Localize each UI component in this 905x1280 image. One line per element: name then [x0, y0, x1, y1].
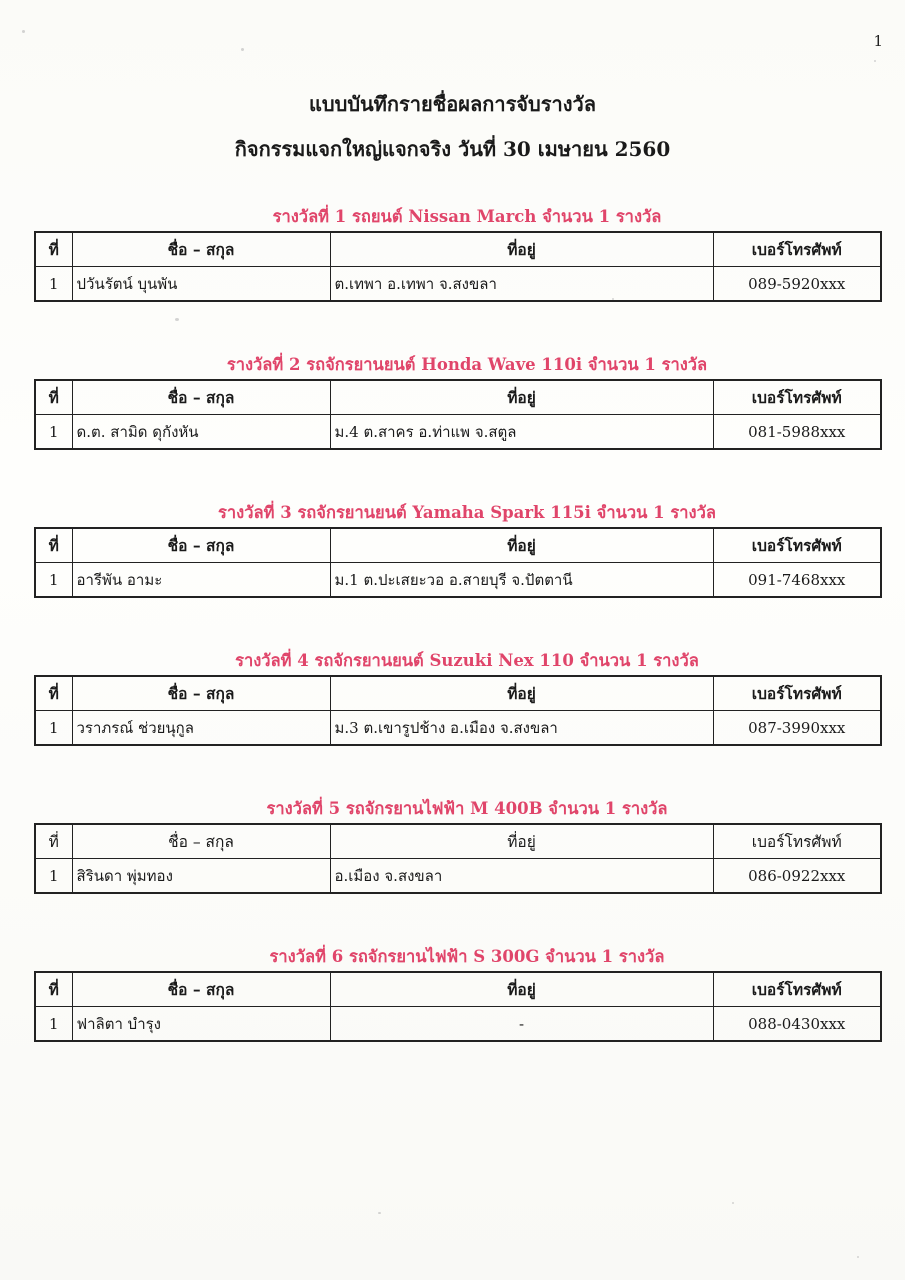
- prize-heading: รางวัลที่ 4 รถจักรยานยนต์ Suzuki Nex 110 จำนวน 1 รางวัล: [235, 651, 699, 670]
- table-row: [35, 563, 881, 598]
- scan-speck: [175, 318, 179, 321]
- scan-speck: [612, 298, 614, 300]
- cell-address: -: [330, 1007, 713, 1042]
- table-row: [35, 711, 881, 746]
- header-address: ที่อยู่: [330, 824, 713, 859]
- cell-phone: 081-5988xxx: [713, 415, 881, 450]
- cell-name: อารีพัน อามะ: [72, 563, 330, 598]
- prize-heading: รางวัลที่ 3 รถจักรยานยนต์ Yamaha Spark 115i จำนวน 1 รางวัล: [218, 503, 716, 522]
- cell-phone: 087-3990xxx: [713, 711, 881, 746]
- header-name: ชื่อ – สกุล: [72, 676, 330, 711]
- header-no: ที่: [35, 972, 72, 1007]
- prize-section-4: [34, 647, 880, 746]
- table-header-row: [35, 528, 881, 563]
- table-row: [35, 415, 881, 450]
- winner-table: [34, 379, 882, 450]
- document-title: แบบบันทึกรายชื่อผลการจับรางวัล: [309, 92, 596, 116]
- document-subtitle: กิจกรรมแจกใหญ่แจกจริง วันที่ 30 เมษายน 2560: [234, 137, 671, 161]
- prize-section-5: [34, 795, 880, 894]
- cell-phone: 086-0922xxx: [713, 859, 881, 894]
- header-phone: เบอร์โทรศัพท์: [713, 676, 881, 711]
- header-no: ที่: [35, 528, 72, 563]
- cell-no: 1: [35, 563, 72, 598]
- cell-address: อ.เมือง จ.สงขลา: [330, 859, 713, 894]
- table-header-row: [35, 676, 881, 711]
- header-no: ที่: [35, 824, 72, 859]
- prize-section-1: [34, 203, 880, 302]
- cell-address: ม.1 ต.ปะเสยะวอ อ.สายบุรี จ.ปัตตานี: [330, 563, 713, 598]
- cell-phone: 088-0430xxx: [713, 1007, 881, 1042]
- header-address: ที่อยู่: [330, 972, 713, 1007]
- cell-no: 1: [35, 711, 72, 746]
- cell-address: ต.เทพา อ.เทพา จ.สงขลา: [330, 267, 713, 302]
- scan-speck: [378, 1212, 381, 1214]
- page-number: 1: [873, 32, 883, 50]
- cell-no: 1: [35, 415, 72, 450]
- header-no: ที่: [35, 380, 72, 415]
- header-name: ชื่อ – สกุล: [72, 528, 330, 563]
- cell-name: ปวันรัตน์ บุนพัน: [72, 267, 330, 302]
- table-row: [35, 1007, 881, 1042]
- header-address: ที่อยู่: [330, 528, 713, 563]
- table-header-row: [35, 824, 881, 859]
- prize-section-3: [34, 499, 880, 598]
- cell-address: ม.3 ต.เขารูปช้าง อ.เมือง จ.สงขลา: [330, 711, 713, 746]
- cell-no: 1: [35, 859, 72, 894]
- winner-table: [34, 527, 882, 598]
- prize-heading: รางวัลที่ 5 รถจักรยานไฟฟ้า M 400B จำนวน 1 รางวัล: [266, 799, 668, 818]
- header-phone: เบอร์โทรศัพท์: [713, 528, 881, 563]
- scan-speck: [241, 48, 244, 51]
- prize-section-6: [34, 943, 880, 1042]
- header-phone: เบอร์โทรศัพท์: [713, 232, 881, 267]
- prize-heading: รางวัลที่ 1 รถยนต์ Nissan March จำนวน 1 รางวัล: [272, 207, 662, 226]
- header-phone: เบอร์โทรศัพท์: [713, 972, 881, 1007]
- prize-heading: รางวัลที่ 2 รถจักรยานยนต์ Honda Wave 110i จำนวน 1 รางวัล: [226, 355, 708, 374]
- table-header-row: [35, 972, 881, 1007]
- header-address: ที่อยู่: [330, 676, 713, 711]
- winner-table: [34, 823, 882, 894]
- scan-speck: [857, 1256, 859, 1258]
- scan-speck: [874, 60, 876, 62]
- cell-name: ด.ต. สามิด ดุกังหัน: [72, 415, 330, 450]
- header-phone: เบอร์โทรศัพท์: [713, 380, 881, 415]
- prize-heading: รางวัลที่ 6 รถจักรยานไฟฟ้า S 300G จำนวน 1 รางวัล: [269, 947, 665, 966]
- cell-name: ฟาลิตา บำรุง: [72, 1007, 330, 1042]
- header-no: ที่: [35, 232, 72, 267]
- header-phone: เบอร์โทรศัพท์: [713, 824, 881, 859]
- winner-table: [34, 675, 882, 746]
- cell-name: วราภรณ์ ช่วยนุกูล: [72, 711, 330, 746]
- cell-address: ม.4 ต.สาคร อ.ท่าแพ จ.สตูล: [330, 415, 713, 450]
- winner-table: [34, 231, 882, 302]
- header-address: ที่อยู่: [330, 380, 713, 415]
- cell-phone: 091-7468xxx: [713, 563, 881, 598]
- header-name: ชื่อ – สกุล: [72, 972, 330, 1007]
- header-address: ที่อยู่: [330, 232, 713, 267]
- header-name: ชื่อ – สกุล: [72, 380, 330, 415]
- table-row: [35, 859, 881, 894]
- table-header-row: [35, 380, 881, 415]
- cell-no: 1: [35, 267, 72, 302]
- winner-table: [34, 971, 882, 1042]
- cell-name: สิรินดา พุ่มทอง: [72, 859, 330, 894]
- table-row: [35, 267, 881, 302]
- header-name: ชื่อ – สกุล: [72, 232, 330, 267]
- cell-no: 1: [35, 1007, 72, 1042]
- scan-speck: [22, 30, 25, 33]
- prize-section-2: [34, 351, 880, 450]
- header-name: ชื่อ – สกุล: [72, 824, 330, 859]
- cell-phone: 089-5920xxx: [713, 267, 881, 302]
- table-header-row: [35, 232, 881, 267]
- scan-speck: [732, 1202, 734, 1204]
- header-no: ที่: [35, 676, 72, 711]
